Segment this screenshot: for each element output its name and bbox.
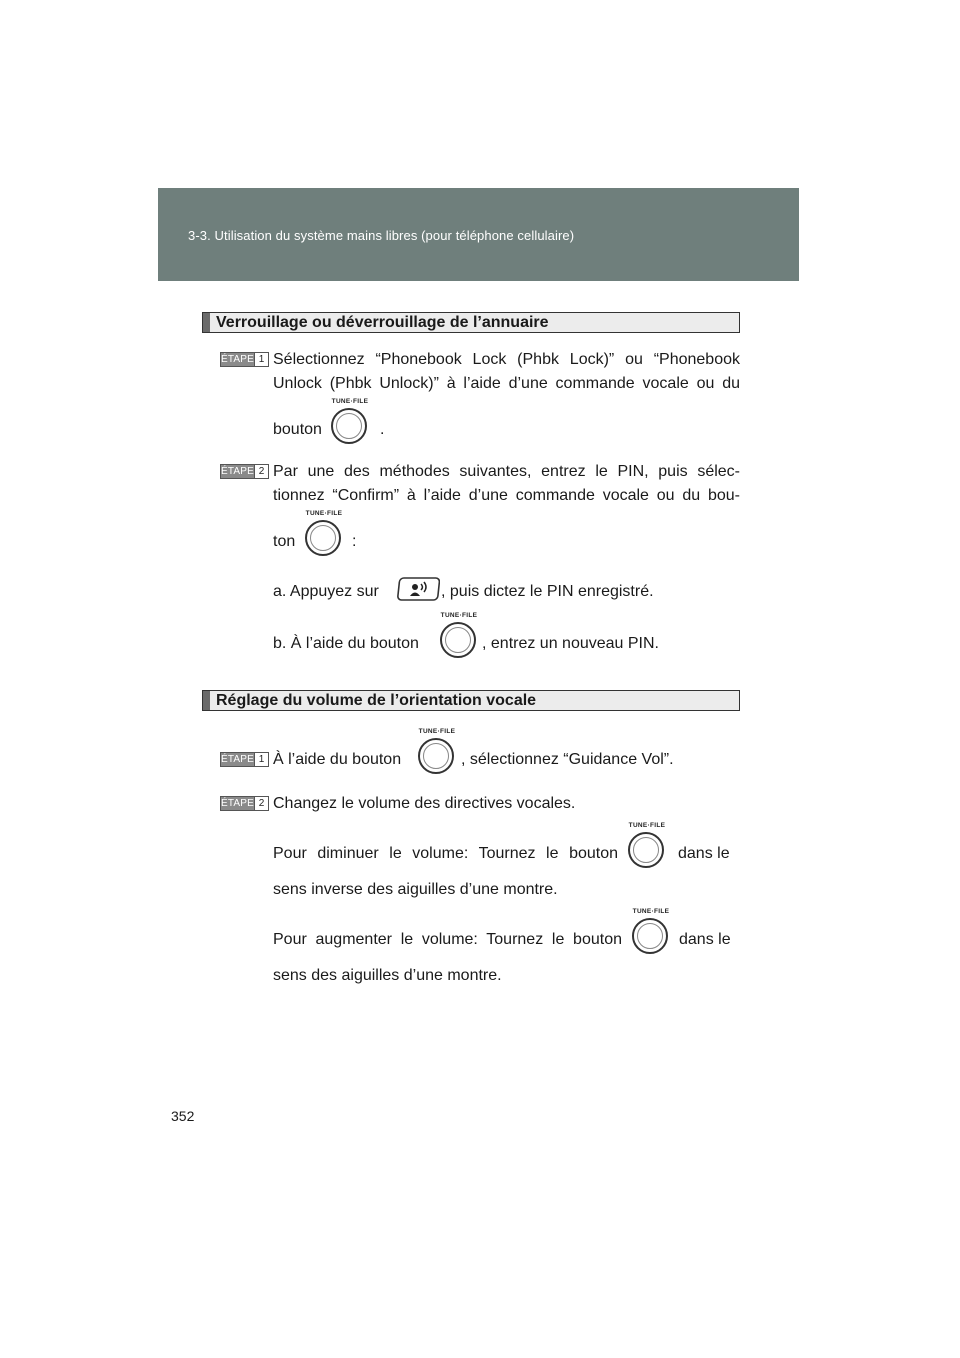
tune-file-knob-icon [435, 612, 483, 660]
section-title: Verrouillage ou déverrouillage de l’annuaire [216, 314, 549, 331]
step-word: ÉTAPE [221, 354, 255, 365]
text-fragment: . [380, 421, 385, 438]
section-accent [203, 691, 210, 710]
chapter-header [158, 188, 799, 281]
text-fragment: , puis dictez le PIN enregistré. [441, 583, 654, 600]
knob-ring [305, 520, 341, 556]
text-line: Changez le volume des directives vocales. [273, 795, 576, 812]
tune-file-knob-icon [627, 908, 675, 956]
text-fragment: , sélectionnez “Guidance Vol”. [461, 751, 674, 768]
page-number: 352 [171, 1108, 195, 1124]
knob-ring [628, 832, 664, 868]
tune-file-knob-icon [623, 822, 671, 870]
tune-file-knob-icon [300, 510, 348, 558]
step-badge-2 [220, 796, 269, 811]
text-fragment: Pour augmenter le volume: Tournez le bouton [273, 931, 622, 948]
text-fragment: À l’aide du bouton [273, 751, 402, 768]
text-fragment: , entrez un nouveau PIN. [482, 635, 659, 652]
text-fragment: dans le [678, 845, 730, 862]
knob-ring [331, 408, 367, 444]
chapter-title: 3-3. Utilisation du système mains libres (pour téléphone cellulaire) [188, 228, 575, 243]
step-text [273, 460, 740, 508]
step-word: ÉTAPE [221, 466, 255, 477]
knob-ring [632, 918, 668, 954]
knob-label: TUNE·FILE [632, 908, 670, 915]
text-line: tionnez “Confirm” à l’aide d’une commande vocale ou du bou- [273, 487, 740, 504]
text-fragment: a. Appuyez sur [273, 583, 379, 600]
talk-switch-icon [396, 576, 440, 602]
text-fragment: dans le [679, 931, 731, 948]
section-heading-voice-guidance-volume [202, 690, 740, 711]
step-number: 2 [254, 797, 268, 810]
step-word: ÉTAPE [221, 798, 255, 809]
step-number: 2 [254, 465, 268, 478]
knob-label: TUNE·FILE [628, 822, 666, 829]
knob-label: TUNE·FILE [418, 728, 456, 735]
tune-file-knob-icon [413, 728, 461, 776]
section-heading-phonebook-lock [202, 312, 740, 333]
step-text [273, 348, 740, 396]
step-number: 1 [254, 753, 268, 766]
text-line: Par une des méthodes suivantes, entrez le PIN, puis sélec- [273, 463, 740, 480]
knob-label: TUNE·FILE [440, 612, 478, 619]
text-fragment: b. À l’aide du bouton [273, 635, 419, 652]
knob-ring [440, 622, 476, 658]
section-accent [203, 313, 210, 332]
text-line [273, 419, 322, 441]
section-title: Réglage du volume de l’orientation vocale [216, 692, 537, 709]
text-fragment: : [352, 533, 357, 550]
text-fragment: ton [273, 533, 296, 550]
step-word: ÉTAPE [221, 754, 255, 765]
step-badge-2 [220, 464, 269, 479]
tune-file-knob-icon [326, 398, 374, 446]
text-line: sens inverse des aiguilles d’une montre. [273, 881, 558, 898]
text-line: Sélectionnez “Phonebook Lock (Phbk Lock)” ou “Phonebook [273, 351, 740, 368]
step-badge-1 [220, 352, 269, 367]
text-fragment: bouton [273, 421, 322, 438]
knob-label: TUNE·FILE [305, 510, 343, 517]
knob-ring [418, 738, 454, 774]
text-line: sens des aiguilles d’une montre. [273, 967, 502, 984]
text-fragment: Pour diminuer le volume: Tournez le bouton [273, 845, 618, 862]
step-number: 1 [254, 353, 268, 366]
step-badge-1 [220, 752, 269, 767]
knob-label: TUNE·FILE [331, 398, 369, 405]
text-line: Unlock (Phbk Unlock)” à l’aide d’une commande vocale ou du [273, 375, 740, 392]
